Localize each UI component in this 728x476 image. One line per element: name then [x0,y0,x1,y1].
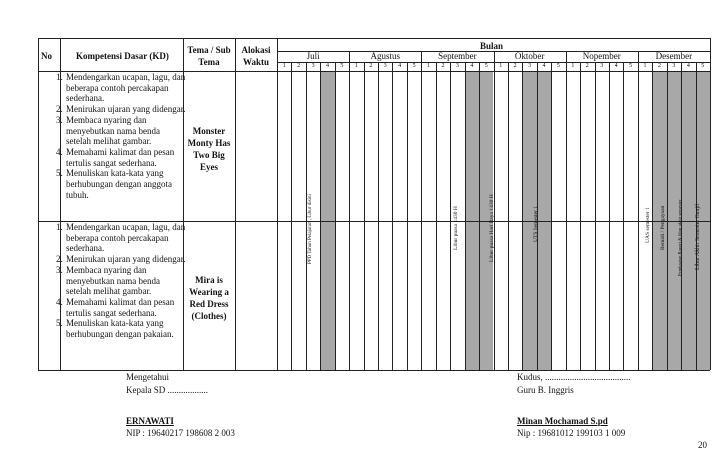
grid-vline [465,62,466,370]
week-label: 5 [629,63,633,69]
note-libur-akhir: Libur Akhir Semester Ganjil [695,203,701,270]
week-label: 3 [600,63,604,69]
week-label: 3 [455,63,459,69]
week-label: 5 [412,63,416,69]
week-label: 5 [484,63,488,69]
header-alokasi-text: Alokasi Waktu [241,45,271,67]
week-label: 5 [701,63,705,69]
page-number: 20 [698,440,707,450]
kd-item: 3. Membaca nyaring dan menyebutkan nama benda setelah melihat gambar. [65,115,187,147]
header-no: No [41,51,52,61]
week-label: 3 [383,63,387,69]
week-label: 2 [441,63,445,69]
week-label: 2 [585,63,589,69]
footer-guru-name: Minan Mochamad S.pd [517,416,608,426]
grid-hline [38,370,710,371]
grid-vline [407,62,408,370]
note-ppd: PPD Tahun Pelajaran , Libur disini [308,194,313,264]
week-label: 1 [643,63,647,69]
month-label: Juli [306,51,320,61]
grid-vline [364,62,365,370]
header-kompetensi-dasar: Kompetensi Dasar (KD) [76,51,169,61]
month-label: Desember [655,51,693,61]
grid-vline [349,51,350,370]
month-label: Nopember [582,51,621,61]
grid-vline [450,62,451,370]
week-label: 1 [499,63,503,69]
kd-item: 1. Mendengarkan ucapan, lagu, dan beberapa contoh percakapan sederhana. [65,72,187,104]
kd-list-row-1 [47,72,187,200]
week-label: 4 [326,63,329,69]
week-label: 4 [686,63,690,69]
kd-item: 4. Memahami kalimat dan pesan tertulis sangat sederhana. [65,147,187,168]
week-label: 2 [297,63,301,69]
grid-vline [551,62,552,370]
note-uas: UAS semester 1 [645,207,651,243]
grid-vline [566,51,567,370]
week-label: 1 [282,63,286,69]
week-label: 2 [513,63,517,69]
week-label: 4 [542,63,546,69]
grid-vline [595,62,596,370]
kd-item: 5. Menuliskan kata-kata yang berhubungan dengan anggota tubuh. [65,168,187,200]
grid-vline [235,38,236,370]
week-label: 1 [571,63,575,69]
grid-vline [306,62,307,370]
week-label: 3 [672,63,676,69]
week-label: 5 [340,63,344,69]
header-tema-text: Tema / Sub Tema [187,45,231,67]
grid-vline [710,38,711,370]
grid-vline [320,62,321,370]
grid-vline [667,62,668,370]
kd-item: 1. Mendengarkan ucapan, lagu, dan beberapa contoh percakapan sederhana. [65,222,187,254]
kd-item: 2. Menirukan ujaran yang didengar. [65,104,187,115]
week-label: 3 [311,63,315,69]
week-label: 5 [556,63,560,69]
kd-item: 5. Menuliskan kata-kata yang berhubungan dengan pakaian. [65,318,187,339]
note-libur-puasa: Libur puasa 1430 H [453,206,459,250]
note-pembagian: Pembagian Raport & libur akhir semester [677,199,682,276]
footer-place-date: Kudus, ...................................... [517,372,631,382]
month-label: Agustus [370,51,400,61]
tema-row-2: Mira is Wearing a Red Dress (Clothes) [189,275,229,321]
grid-vline [335,62,336,370]
note-uts: UTS Semester 1 [533,205,539,242]
grid-vline [580,62,581,370]
grid-vline [392,62,393,370]
grid-vline [479,62,480,370]
week-label: 4 [470,63,474,69]
week-label: 2 [657,63,661,69]
grid-hline [38,38,710,39]
footer-guru-nip: Nip : 19681012 199103 1 009 [517,428,626,438]
footer-mengetahui: Mengetahui [126,372,169,382]
week-label: 1 [427,63,431,69]
grid-vline [652,62,653,370]
week-label: 3 [528,63,532,69]
grid-vline [436,62,437,370]
grid-vline [38,38,39,370]
note-remidi: Remidi / Pengayaan [660,205,666,250]
footer-kepala-name: ERNAWATI [126,416,174,426]
footer-kepala: Kepala SD .................. [126,385,208,395]
header-tema [184,44,234,68]
grid-vline [623,62,624,370]
header-alokasi [236,44,276,68]
kd-item: 2. Menirukan ujaran yang didengar. [65,254,187,265]
grid-vline [522,62,523,370]
month-label: Oktober [514,51,545,61]
kd-item: 3. Membaca nyaring dan menyebutkan nama benda setelah melihat gambar. [65,265,187,297]
header-bulan: Bulan [480,41,504,51]
week-label: 2 [369,63,373,69]
week-label: 1 [354,63,358,69]
tema-row-1: Monster Monty Has Two Big Eyes [187,126,231,172]
grid-vline [378,62,379,370]
footer-kepala-nip: NIP : 19640217 198608 2 003 [126,428,235,438]
grid-vline [638,51,639,370]
grid-vline [421,51,422,370]
grid-vline [291,62,292,370]
kd-list-row-2 [47,222,187,340]
month-label: September [438,51,477,61]
footer-guru: Guru B. Inggris [517,385,574,395]
week-label: 4 [614,63,618,69]
note-libur-idul: Libur puasa Hari Raya 1430 H [489,194,495,262]
week-label: 4 [398,63,402,69]
grid-vline [508,62,509,370]
kd-item: 4. Memahami kalimat dan pesan tertulis sangat sederhana. [65,297,187,318]
grid-vline [277,38,278,370]
grid-vline [609,62,610,370]
